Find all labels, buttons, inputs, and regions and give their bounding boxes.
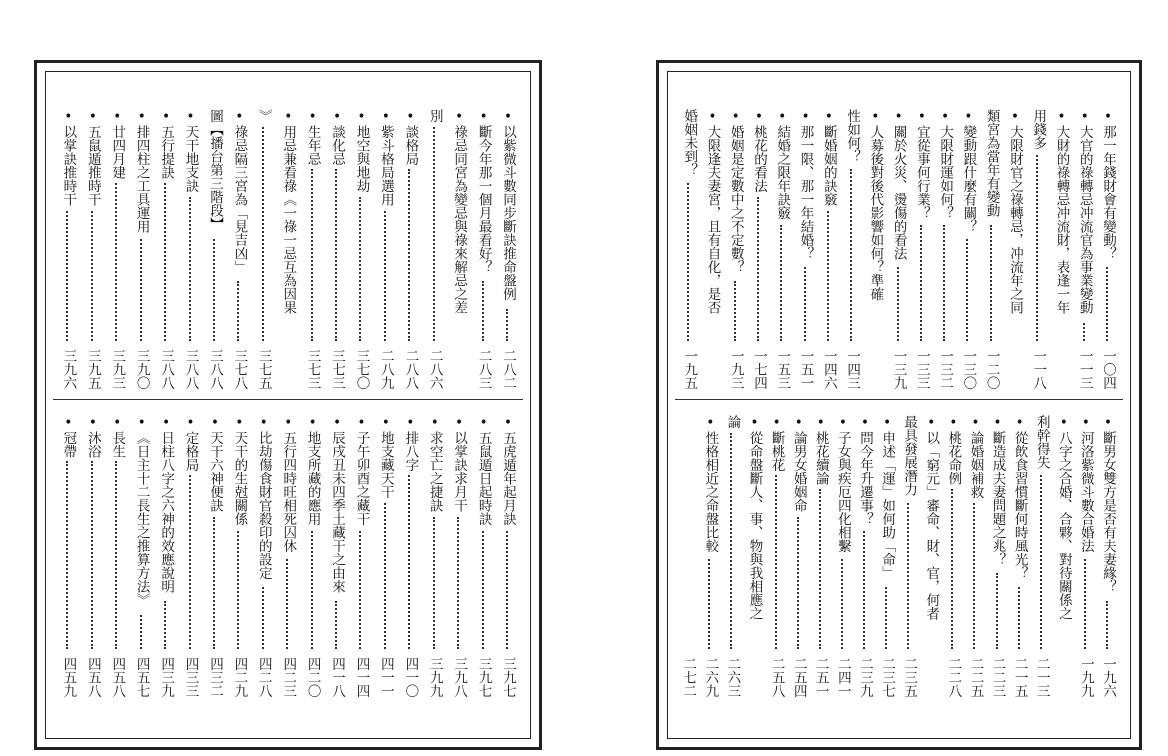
toc-dot-leader: [943, 225, 946, 341]
right-top-toc: [679, 109, 1121, 389]
toc-entry: [326, 415, 350, 697]
toc-entry: [865, 109, 888, 389]
toc-entry: [228, 109, 252, 389]
toc-dot-leader: [384, 503, 387, 649]
toc-entry-title: 》: [255, 109, 272, 123]
toc-dot-leader: [506, 309, 509, 341]
toc-dot-leader: [237, 281, 240, 341]
toc-entry-title: •天干地支訣: [182, 109, 199, 193]
toc-entry-page-number: 二六九: [702, 656, 719, 697]
toc-entry: [497, 109, 521, 389]
toc-entry: [819, 109, 842, 389]
toc-dot-leader: [951, 489, 954, 649]
toc-entry-title: •五鼠遁推時干: [84, 109, 101, 206]
toc-entry: [912, 109, 935, 389]
toc-entry-title: •冠帶: [60, 415, 77, 458]
toc-dot-leader: [359, 531, 362, 649]
right-page-divider: [675, 399, 1123, 400]
toc-dot-leader: [819, 489, 822, 649]
toc-entry: [1011, 415, 1033, 697]
toc-entry-title: •天干的生尅關係: [231, 415, 248, 526]
toc-entry-title: •大限財運如何？: [937, 109, 954, 220]
toc-entry: [935, 109, 958, 389]
toc-entry-title: •排八字: [402, 415, 419, 472]
toc-dot-leader: [897, 267, 900, 341]
toc-entry-title: •結婚之限年訣竅: [774, 109, 791, 220]
toc-entry: [922, 415, 944, 697]
toc-entry-page-number: 三九九: [426, 656, 443, 697]
toc-entry-page-number: 一四六: [820, 348, 837, 389]
toc-dot-leader: [311, 531, 314, 649]
toc-entry: [81, 109, 105, 389]
toc-entry: [130, 415, 154, 697]
toc-dot-leader: [730, 433, 733, 649]
toc-entry: [106, 415, 130, 697]
toc-entry-page-number: 二八二: [500, 348, 516, 389]
toc-entry-title: •申述「運」如何助「命」: [879, 415, 896, 580]
toc-entry-page-number: 二三五: [901, 656, 918, 697]
toc-entry-page-number: 二二三: [989, 656, 1006, 697]
toc-entry: [399, 415, 423, 697]
toc-entry-title: •大財的祿轉忌冲流財，表逢一年: [1053, 109, 1070, 314]
toc-entry-page-number: 三九五: [84, 348, 101, 389]
toc-entry: [350, 109, 374, 389]
toc-entry-title: •地空與地劫: [353, 109, 370, 193]
toc-dot-leader: [1036, 155, 1039, 341]
toc-entry: [399, 109, 423, 389]
toc-entry-title: •斷今年那一個月最看好？: [475, 109, 492, 274]
toc-entry-title: •地支所藏的應用: [304, 415, 321, 526]
toc-entry-page-number: 一九五: [681, 348, 698, 389]
toc-entry: [374, 415, 398, 697]
toc-dot-leader: [262, 587, 265, 649]
toc-entry-title: 性如何？: [844, 109, 861, 163]
toc-entry: [900, 415, 922, 697]
toc-entry: [252, 109, 276, 389]
toc-entry-page-number: 三八八: [182, 348, 199, 389]
toc-entry: [155, 415, 179, 697]
toc-entry-title: •祿忌同宮為變忌與祿來解忌之差: [451, 109, 468, 314]
toc-entry: [81, 415, 105, 697]
toc-entry-page-number: 一一三: [1076, 348, 1093, 389]
toc-entry-page-number: 四五八: [109, 656, 126, 697]
toc-entry-title: •求空亡之捷訣: [426, 415, 443, 512]
toc-dot-leader: [66, 461, 69, 649]
toc-entry-page-number: 二三七: [879, 656, 896, 697]
toc-entry-title: •祿忌隔三宮為「見吉凶」: [231, 109, 248, 274]
toc-entry-page-number: 三七八: [231, 348, 248, 389]
toc-entry-page-number: 一〇四: [1100, 348, 1116, 389]
toc-entry: [179, 415, 203, 697]
toc-entry-title: •子女與疾厄四化相繫: [834, 415, 851, 553]
toc-entry: [301, 415, 325, 697]
toc-dot-leader: [262, 127, 265, 341]
toc-entry: [1099, 415, 1121, 697]
toc-entry: [701, 415, 723, 697]
toc-entry-page-number: 四二三: [280, 656, 297, 697]
toc-entry-title: •紫斗格局選用: [377, 109, 394, 206]
toc-dot-leader: [907, 503, 910, 649]
toc-dot-leader: [359, 197, 362, 341]
toc-entry-title: •地支藏天干: [377, 415, 394, 499]
toc-dot-leader: [408, 475, 411, 649]
toc-entry: [966, 415, 988, 697]
toc-entry-title: 婚姻未到？: [681, 109, 698, 177]
toc-entry: [856, 415, 878, 697]
toc-entry-page-number: 四三九: [158, 656, 175, 697]
toc-dot-leader: [1083, 323, 1086, 341]
toc-entry: [1051, 109, 1074, 389]
toc-entry-title: 類宮為當年有變動: [983, 109, 1000, 217]
toc-entry-page-number: 二二五: [967, 656, 984, 697]
toc-dot-leader: [841, 559, 844, 649]
toc-dot-leader: [189, 475, 192, 649]
toc-entry-title: •那一年錢財會有變動？: [1100, 109, 1116, 260]
toc-entry: [812, 415, 834, 697]
toc-entry: [472, 109, 496, 389]
toc-entry-title: •斷造成夫妻問題之兆？: [989, 415, 1006, 566]
toc-entry-title: •以紫微斗數同步斷訣推命盤例: [500, 109, 516, 301]
toc-dot-leader: [189, 197, 192, 341]
toc-entry-title: 用錢多: [1030, 109, 1047, 150]
toc-entry-page-number: 三九〇: [133, 348, 150, 389]
toc-entry-title: •大限逢夫妻宮，且有自化，是否: [704, 109, 721, 314]
toc-entry-title: •論婚姻補救: [967, 415, 984, 499]
toc-entry-page-number: 二八九: [377, 348, 394, 389]
toc-entry-title: •子午卯酉之藏干: [353, 415, 370, 526]
toc-entry: [423, 109, 447, 389]
toc-entry-page-number: 三九六: [60, 348, 77, 389]
toc-entry-page-number: 一九九: [1077, 656, 1094, 697]
toc-dot-leader: [115, 183, 118, 341]
toc-entry-title: •談格局: [402, 109, 419, 166]
toc-entry-title: •大限財官之祿轉忌，冲流年之同: [1006, 109, 1023, 314]
toc-entry-page-number: 三七〇: [353, 348, 370, 389]
toc-entry-title: 最具發展潛力: [901, 415, 918, 496]
toc-entry: [57, 109, 81, 389]
toc-entry: [179, 109, 203, 389]
toc-entry: [1077, 415, 1099, 697]
toc-entry-title: •大官的祿轉忌冲流官為事業變動: [1076, 109, 1093, 314]
toc-entry: [772, 109, 795, 389]
toc-entry: [448, 415, 472, 697]
toc-entry-page-number: 四三二: [206, 656, 223, 697]
toc-entry: [301, 109, 325, 389]
toc-entry-title: •那一限、那一年結婚？: [797, 109, 814, 260]
toc-entry-title: •桃花續論: [812, 415, 829, 485]
toc-dot-leader: [482, 281, 485, 341]
toc-entry-title: •沐浴: [84, 415, 101, 458]
toc-entry-page-number: 二五一: [812, 656, 829, 697]
toc-entry-title: 利幹得失: [1033, 415, 1050, 469]
toc-entry-page-number: 二一五: [1011, 656, 1028, 697]
toc-entry-title: •八字之合婚、合夥、對待關係之: [1055, 415, 1072, 620]
toc-entry: [277, 415, 301, 697]
right-bottom-toc: [679, 415, 1121, 697]
toc-entry: [423, 415, 447, 697]
toc-entry-title: •以掌訣求月干: [451, 415, 468, 512]
toc-entry-title: •以掌訣推時干: [60, 109, 77, 206]
toc-entry: [745, 415, 767, 697]
toc-entry-page-number: 二八六: [426, 348, 443, 389]
toc-entry: [790, 415, 812, 697]
toc-entry-title: •問今年升遷事？: [856, 415, 873, 526]
toc-entry: [679, 415, 701, 697]
toc-dot-leader: [164, 183, 167, 341]
toc-dot-leader: [66, 211, 69, 341]
toc-entry-page-number: 一二〇: [983, 348, 1000, 389]
toc-entry: [702, 109, 725, 389]
toc-entry-page-number: 四二〇: [304, 656, 321, 697]
toc-entry-page-number: 二八三: [475, 348, 492, 389]
toc-entry-title: •婚姻是定數中之不定數？: [727, 109, 744, 274]
toc-entry: [472, 415, 496, 697]
toc-entry-page-number: 二七二: [680, 656, 697, 697]
toc-entry-title: •斷男女雙方是否有夫妻緣？: [1100, 415, 1116, 593]
toc-entry-title: •桃花命例: [945, 415, 962, 485]
toc-dot-leader: [734, 281, 737, 341]
toc-entry-page-number: 三八八: [206, 348, 223, 389]
toc-dot-leader: [408, 169, 411, 341]
toc-dot-leader: [1106, 601, 1109, 649]
toc-entry-page-number: 一四三: [844, 348, 861, 389]
toc-dot-leader: [482, 531, 485, 649]
toc-entry-title: •斷婚姻的訣竅: [820, 109, 837, 206]
toc-entry-page-number: 二五八: [768, 656, 785, 697]
toc-dot-leader: [91, 461, 94, 649]
toc-entry-page-number: 四五八: [84, 656, 101, 697]
toc-entry-title: •長生: [109, 415, 126, 458]
toc-entry: [878, 415, 900, 697]
toc-entry: [448, 109, 472, 389]
toc-dot-leader: [1040, 475, 1043, 649]
toc-entry-title: •定格局: [182, 415, 199, 472]
toc-entry-page-number: 四一一: [377, 656, 394, 697]
toc-entry-title: •五鼠遁日起時訣: [475, 415, 492, 526]
toc-entry-page-number: 二六三: [724, 656, 741, 697]
toc-entry-page-number: 四五七: [133, 656, 150, 697]
toc-entry-page-number: 四一〇: [402, 656, 419, 697]
toc-entry: [204, 415, 228, 697]
toc-entry: [326, 109, 350, 389]
toc-entry: [988, 415, 1010, 697]
toc-entry: [795, 109, 818, 389]
toc-entry: [497, 415, 521, 697]
toc-entry-page-number: 三七三: [329, 348, 346, 389]
toc-entry-page-number: 二四一: [834, 656, 851, 697]
toc-entry-page-number: 三八八: [158, 348, 175, 389]
toc-entry: [106, 109, 130, 389]
toc-entry-page-number: 二二八: [945, 656, 962, 697]
toc-entry-title: •變動跟什麼有關？: [960, 109, 977, 233]
toc-entry-title: •以「窮元」審命、財、官，何者: [923, 415, 940, 620]
toc-dot-leader: [797, 517, 800, 649]
toc-entry-page-number: 一七四: [751, 348, 768, 389]
toc-entry: [834, 415, 856, 697]
toc-entry: [723, 415, 745, 697]
toc-dot-leader: [237, 531, 240, 649]
toc-entry: [768, 415, 790, 697]
toc-entry: [725, 109, 748, 389]
toc-entry-page-number: 三七五: [255, 348, 272, 389]
toc-entry: [842, 109, 865, 389]
toc-entry-title: •五行提訣: [158, 109, 175, 179]
toc-entry: [679, 109, 702, 389]
toc-dot-leader: [506, 531, 509, 649]
toc-dot-leader: [335, 601, 338, 649]
toc-entry-page-number: 三九七: [475, 656, 492, 697]
toc-entry: [1055, 415, 1077, 697]
toc-dot-leader: [1084, 559, 1087, 649]
toc-dot-leader: [775, 475, 778, 649]
toc-entry: [57, 415, 81, 697]
toc-entry-page-number: 四一四: [353, 656, 370, 697]
toc-entry-title: •比劫傷食財官殺印的設定: [255, 415, 272, 580]
toc-entry-page-number: 三七三: [304, 348, 321, 389]
toc-dot-leader: [990, 225, 993, 341]
toc-entry-title: •五行四時旺相死囚休: [280, 415, 297, 553]
toc-dot-leader: [973, 503, 976, 649]
toc-dot-leader: [311, 169, 314, 341]
toc-entry-page-number: 四二九: [231, 656, 248, 697]
toc-entry-title: •性格相近之命盤比較: [702, 415, 719, 553]
toc-dot-leader: [384, 211, 387, 341]
toc-dot-leader: [115, 461, 118, 649]
toc-entry-title: •論男女婚姻命: [790, 415, 807, 512]
toc-entry: [204, 109, 228, 389]
toc-entry-page-number: 二一三: [1033, 656, 1050, 697]
toc-entry-page-number: 二八八: [402, 348, 419, 389]
toc-entry-title: •關於火災、燙傷的看法: [890, 109, 907, 260]
toc-entry-page-number: 四二八: [255, 656, 272, 697]
toc-entry-title: •五虎遁年起月訣: [500, 415, 516, 526]
left-page-divider: [53, 399, 523, 400]
toc-entry-page-number: 一三三: [913, 348, 930, 389]
toc-dot-leader: [780, 225, 783, 341]
toc-entry-title: •斷桃花: [768, 415, 785, 472]
toc-dot-leader: [863, 531, 866, 649]
toc-entry-title: •用忌兼看祿《一祿一忌互為因果: [280, 109, 297, 314]
toc-entry: [1074, 109, 1097, 389]
toc-entry-title: 論: [724, 415, 741, 429]
toc-dot-leader: [140, 239, 143, 341]
toc-entry-title: •辰戌丑未四季土藏干之由來: [329, 415, 346, 593]
toc-dot-leader: [164, 601, 167, 649]
toc-entry: [228, 415, 252, 697]
toc-entry: [1098, 109, 1121, 389]
toc-dot-leader: [286, 559, 289, 649]
toc-dot-leader: [757, 197, 760, 341]
toc-dot-leader: [335, 169, 338, 341]
toc-dot-leader: [920, 225, 923, 341]
toc-entry-title: •宜從事何行業？: [913, 109, 930, 220]
toc-entry: [277, 109, 301, 389]
toc-entry: [749, 109, 772, 389]
toc-entry: [130, 109, 154, 389]
toc-dot-leader: [1018, 587, 1021, 649]
toc-dot-leader: [850, 169, 853, 341]
toc-entry: [374, 109, 398, 389]
toc-entry-page-number: 三九七: [500, 656, 516, 697]
toc-entry-title: •談化忌: [329, 109, 346, 166]
toc-entry-title: 別: [426, 109, 443, 123]
toc-entry-page-number: 一五三: [774, 348, 791, 389]
toc-entry-title: •廿四月建: [109, 109, 126, 179]
left-page: [34, 60, 542, 750]
toc-entry: [252, 415, 276, 697]
toc-entry-title: •日柱八字之六神的效應說明: [158, 415, 175, 593]
toc-entry: [958, 109, 981, 389]
toc-dot-leader: [708, 559, 711, 649]
toc-dot-leader: [433, 127, 436, 341]
toc-entry-title: •排四柱之工具運用: [133, 109, 150, 233]
toc-entry-title: •從飲食習慣斷何時風光？: [1011, 415, 1028, 580]
toc-dot-leader: [91, 211, 94, 341]
toc-dot-leader: [140, 615, 143, 649]
toc-entry: [1033, 415, 1055, 697]
toc-entry-title: •《日主十二長生之推算方法》: [133, 415, 150, 607]
toc-entry-page-number: 一三九: [890, 348, 907, 389]
toc-entry: [350, 415, 374, 697]
toc-entry: [155, 109, 179, 389]
toc-entry-page-number: 三九八: [451, 656, 468, 697]
toc-entry: [944, 415, 966, 697]
toc-dot-leader: [433, 517, 436, 649]
toc-entry-page-number: 一九六: [1100, 656, 1116, 697]
toc-entry-title: 圖【播台第三階段】: [206, 109, 223, 231]
toc-entry: [981, 109, 1004, 389]
toc-entry: [1005, 109, 1028, 389]
toc-dot-leader: [885, 587, 888, 649]
toc-entry-page-number: 一一八: [1030, 348, 1047, 389]
toc-entry-page-number: 二三九: [856, 656, 873, 697]
toc-entry-page-number: 一九三: [727, 348, 744, 389]
toc-entry-page-number: 一五一: [797, 348, 814, 389]
toc-dot-leader: [966, 239, 969, 341]
toc-dot-leader: [213, 517, 216, 649]
toc-entry-page-number: 一三〇: [960, 348, 977, 389]
toc-entry-page-number: 一三二: [937, 348, 954, 389]
toc-entry-page-number: 四五九: [60, 656, 77, 697]
toc-entry-page-number: 二五四: [790, 656, 807, 697]
left-top-toc: [57, 109, 521, 389]
toc-dot-leader: [213, 239, 216, 341]
toc-entry-page-number: 四三三: [182, 656, 199, 697]
toc-dot-leader: [457, 517, 460, 649]
toc-entry-title: •桃花的看法: [751, 109, 768, 193]
toc-entry-title: •河洛紫微斗數合婚法: [1077, 415, 1094, 553]
toc-entry-title: •從命盤斷人、事、物與我相應之: [746, 415, 763, 620]
toc-dot-leader: [687, 183, 690, 341]
toc-entry-title: •人募後對後代影響如何？準確: [867, 109, 884, 301]
toc-dot-leader: [1106, 267, 1109, 341]
toc-entry: [1028, 109, 1051, 389]
left-bottom-toc: [57, 415, 521, 697]
toc-entry-title: •生年忌: [304, 109, 321, 166]
toc-dot-leader: [827, 211, 830, 341]
right-page: [656, 60, 1142, 750]
toc-entry: [888, 109, 911, 389]
toc-entry-page-number: 四一八: [329, 656, 346, 697]
toc-dot-leader: [996, 573, 999, 649]
toc-entry-page-number: 三九三: [109, 348, 126, 389]
toc-dot-leader: [804, 267, 807, 341]
toc-entry-title: •天干六神便訣: [206, 415, 223, 512]
